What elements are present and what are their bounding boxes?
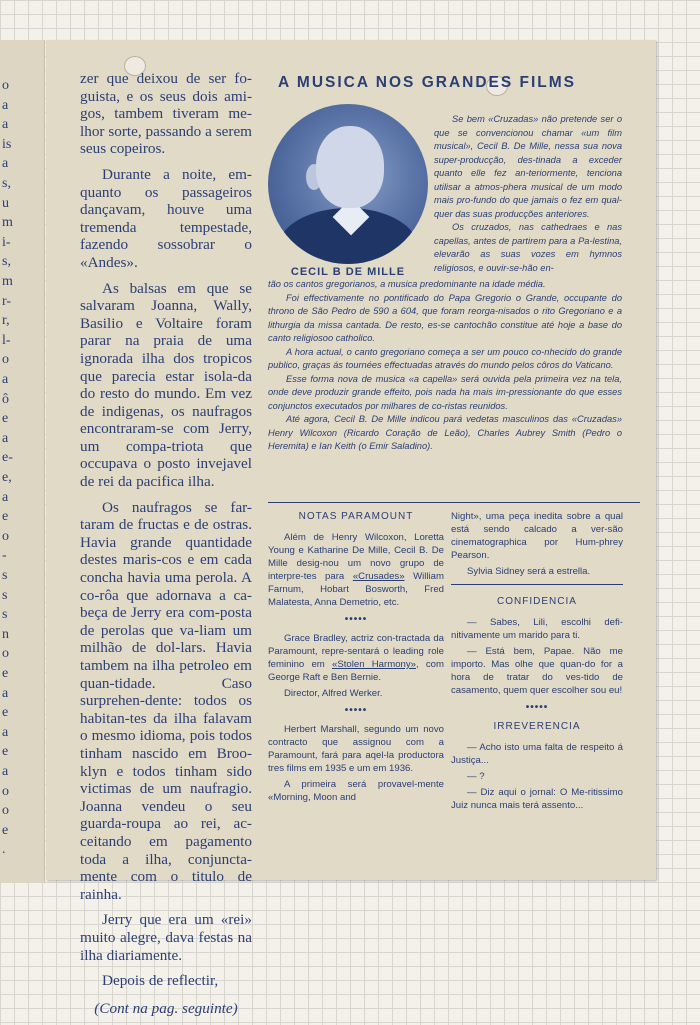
edge-letter: a [2, 372, 9, 387]
edge-letter: u [2, 195, 9, 211]
edge-letter: m [2, 215, 13, 231]
continued-note: (Cont na pag. seguinte) [94, 999, 238, 1017]
irreverencia-heading: IRREVERENCIA [493, 721, 581, 732]
edge-letter: n [2, 626, 9, 642]
edge-letter: e [2, 666, 9, 681]
film-title: «Stolen Harmony» [332, 659, 416, 670]
edge-letter: i- [2, 234, 11, 250]
edge-letter: - [2, 548, 7, 564]
story-paragraph: zer que deixou de ser fo-guista, e os seus dois ami-gos, tambem tiveram me-lhor sorte, passando a serem seus copeiros. [80, 70, 252, 158]
article-title: A MUSICA NOS GRANDES FILMS [278, 74, 576, 91]
previous-page-edge [0, 40, 45, 883]
edge-letter: e [2, 822, 9, 838]
film-title: «Crusades» [352, 571, 405, 582]
edge-letter: e, [2, 470, 12, 485]
separator: ••••• [525, 702, 549, 713]
portrait-photo [268, 104, 428, 264]
edge-letter: s [2, 607, 8, 623]
edge-letter: a [2, 156, 9, 172]
notas-text: Além de Henry Wilcoxon, Loretta Young e Katharine De Mille, Cecil B. De Mille desig-nou um novo grupo de interpre-tes para [268, 532, 444, 582]
edge-letter: s, [2, 254, 11, 270]
notas-paragraph [268, 531, 444, 609]
portrait-head [316, 126, 384, 208]
edge-letter: o [2, 352, 9, 368]
notas-heading: NOTAS PARAMOUNT [298, 511, 414, 522]
story-paragraph: As balsas em que se salvaram Joanna, Wally, Basilio e Voltaire foram parar na praia de uma ignorada ilha dos tropicos que parecia estar isola-da do resto do mundo. Em vez de indigenas, os naufragos encontraram-se com Jerry, um compa-triota que occupava o posto invejavel de rei da pacifica ilha. [80, 279, 252, 491]
edge-letter: r- [2, 293, 12, 309]
notas-text: , com George Raft e Ben Bernie. [268, 659, 444, 683]
story-column [80, 70, 252, 1025]
story-paragraph: Depois de reflectir, [102, 972, 219, 990]
separator: ••••• [344, 614, 368, 625]
article-paragraph: Os cruzados, nas cathedraes e nas capellas, antes de partirem para a Pa-lestina, elevarão as suas vozes em hymnos religiosos, e ouvir-se-hão en- [434, 222, 622, 273]
edge-letter: s [2, 568, 8, 583]
joke-line: — ? [467, 771, 485, 782]
edge-letter: o [2, 803, 9, 819]
edge-letter: o [2, 783, 9, 799]
edge-letter: a [2, 724, 9, 740]
edge-letter: o [2, 646, 9, 662]
edge-letter: a [2, 489, 9, 505]
edge-letter: s, [2, 176, 11, 191]
notas-text: William Farnum, Hobart Bosworth, Fred Malatesta, Anna Demetrio, etc. [268, 571, 444, 608]
edge-letter: is [2, 136, 12, 152]
edge-letter: a [2, 430, 9, 446]
article-body [268, 278, 622, 454]
edge-letter: l- [2, 332, 11, 348]
edge-letter: e [2, 705, 9, 721]
article-paragraph: A hora actual, o canto gregoriano começa a ser um pouco co-nhecido do grande publico, graças ás tournées effectuadas através do mundo pelos côros do Vaticano. [268, 346, 622, 370]
notas-paragraph: Sylvia Sidney será a estrella. [467, 566, 591, 577]
edge-letter: e [2, 744, 9, 760]
notas-paragraph: Herbert Marshall, segundo um novo contracto que assignou com a Paramount, fará para aqel-la productora tres films em 1935 e um em 1936. [268, 724, 444, 774]
edge-letter: a [2, 97, 9, 113]
notas-column [268, 510, 444, 807]
article-intro [434, 113, 622, 275]
edge-letter: a [2, 117, 9, 133]
portrait-caption: CECIL B DE MILLE [290, 266, 406, 278]
edge-letter: m [2, 274, 13, 289]
edge-letter: o [2, 528, 9, 544]
magazine-page [46, 40, 656, 1017]
notas-text: Grace Bradley, actriz con-tractada da Paramount, repre-sentará o leading role feminino em [268, 633, 444, 670]
joke-line: — Está bem, Papae. Não me importo. Mas olhe que quan-do for a hora de tratar do ves-tido de casamento, quem quer escolher sou eu! [451, 646, 623, 696]
edge-letter: e [2, 411, 9, 427]
edge-letter: e- [2, 450, 13, 466]
edge-letter: r, [2, 313, 10, 329]
story-paragraph: Durante a noite, em-quanto os passageiros dançavam, houve uma tremenda tempestade, fazendo sossobrar o «Andes». [80, 165, 252, 271]
article-paragraph: Foi effectivamente no pontificado do Papa Gregorio o Grande, occupante do throno de São Pedro de 590 a 604, que foram reorga-nisados o rito Gregoriano e a lithurgia da missa cantada. De resto, es-se cantochão constitue até hoje a base do canto religiosoo catholico. [268, 292, 622, 343]
edge-letter: e [2, 509, 9, 525]
edge-letter: o [2, 78, 9, 93]
confidencia-heading: CONFIDENCIA [497, 596, 577, 607]
joke-line: — Diz aqui o jornal: O Me-ritissimo Juiz nunca mais terá assento... [451, 787, 623, 811]
right-small-column [451, 510, 623, 815]
article-paragraph: Esse forma nova de musica «a capella» será ouvida pela primeira vez na tela, onde deve produzir grande effeito, pois nada ha mais im-pressionante do que esses conjunctos executados por milhares de co-ristas reunidos. [268, 373, 622, 411]
notas-paragraph: A primeira será provavel-mente «Morning, Moon and [268, 779, 444, 803]
joke-line: — Acho isto uma falta de respeito á Justiça... [451, 742, 623, 766]
notas-paragraph: Night», uma peça inedita sobre a qual está sendo calcado a ver-são cinematographica por Hum-phrey Pearson. [451, 511, 623, 561]
story-paragraph: Jerry que era um «rei» muito alegre, dava festas na ilha diariamente. [80, 911, 252, 964]
article-paragraph: Até agora, Cecil B. De Mille indicou pará vedetas masculinos das «Cruzadas» Henry Wilcoxon (Ricardo Coração de Leão), Charles Aubrey Smith (Pedro o Heremita) e Ian Keith (o Emir Saladino). [268, 414, 622, 451]
section-divider [268, 502, 640, 503]
edge-letter: ô [2, 391, 9, 407]
story-paragraph: Os naufragos se far-taram de fructas e de ostras. Havia grande quantidade destes maris-cos e em cada concha havia uma perola. A co-rôa que adornava a ca-beça de Jerry era com-posta de perolas que va-liam um milhão de dol-lars. Havia tambem na ilha petroleo em quan-tidade. Caso surprehen-dente: todos os habitan-tes da ilha falavam o mesmo idioma, pois todos tinham nascido em Broo-klyn e todos tinham sido victimas de um naufragio. Joanna vendeu o seu guarda-roupa ao rei, ac-ceitando em pagamento toda a ilha, conjuncta-mente com o titulo de rainha. [80, 498, 252, 903]
article-paragraph: Se bem «Cruzadas» não pretende ser o que se convencionou chamar «um film musical», Cecil B. De Mille, nessa sua nova super-producção, des-tinada a exceder quanto elle fez an-teriormente, tenciona utilisar a atmos-phera musical de um modo mais pro-fundo do que jamais o fez em qual-quer das suas producções anteriores. [434, 114, 622, 219]
notas-paragraph: Director, Alfred Werker. [284, 688, 383, 699]
article-paragraph: tão os cantos gregorianos, a musica predominante na idade média. [268, 279, 546, 289]
column-rule [451, 584, 623, 585]
edge-letter: a [2, 764, 9, 779]
joke-line: — Sabes, Lili, escolhi defi-nitivamente um marido para ti. [451, 617, 623, 641]
separator: ••••• [344, 705, 368, 716]
edge-letter: . [2, 842, 6, 858]
notas-paragraph [268, 632, 444, 684]
edge-letter: a [2, 685, 9, 701]
edge-letter: s [2, 587, 8, 603]
